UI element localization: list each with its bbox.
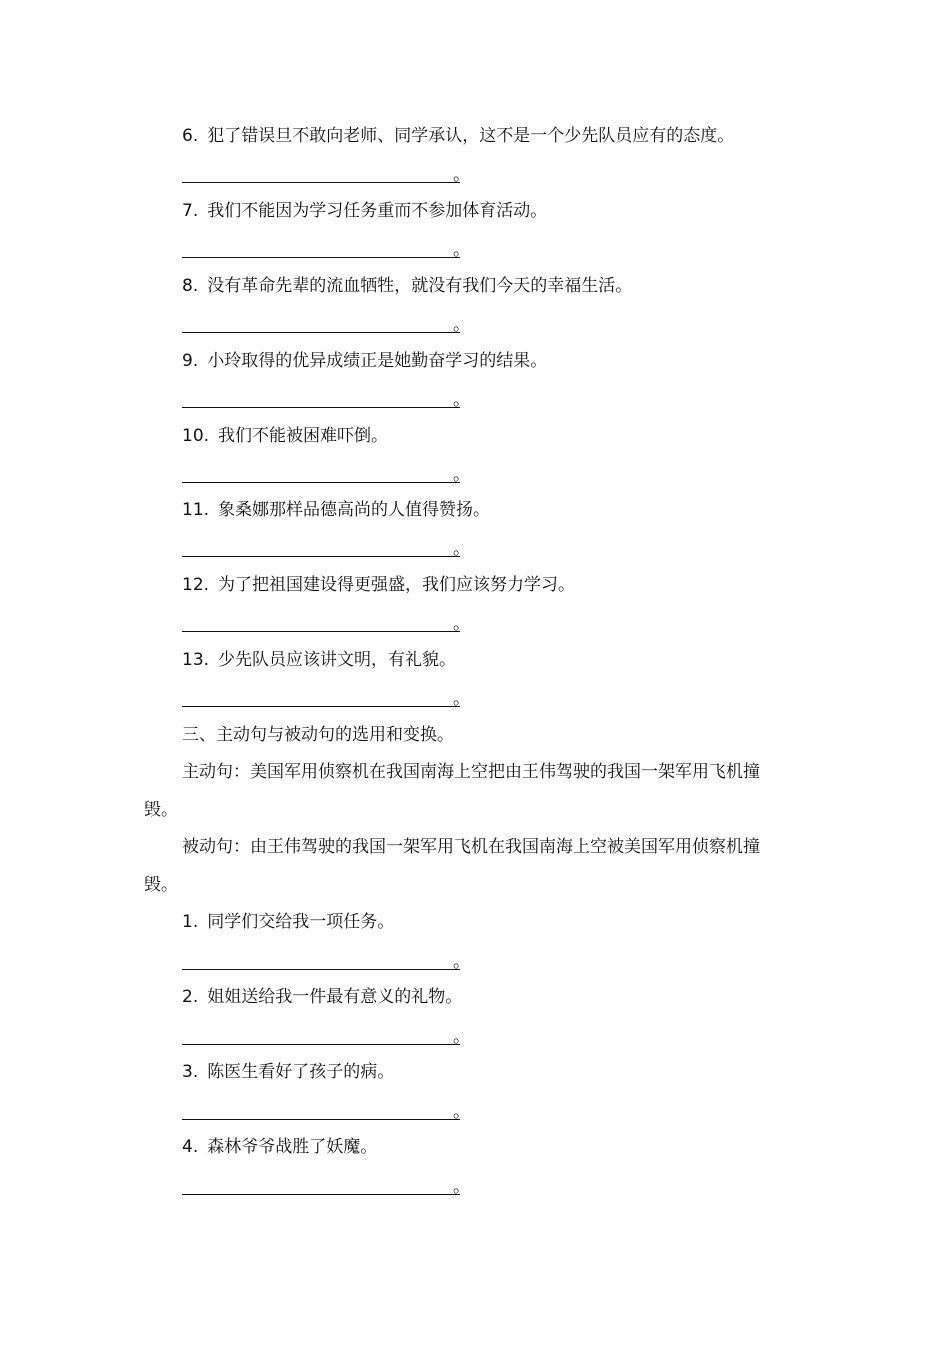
- example-passive-text: 被动句：由王伟驾驶的我国一架军用飞机在我国南海上空被美国军用侦察机撞毁。: [144, 837, 760, 895]
- answer-line: [182, 182, 460, 183]
- answer-blank-12[interactable]: [182, 612, 470, 636]
- question-text: 小玲取得的优异成绩正是她勤奋学习的结果。: [207, 351, 548, 371]
- answer-period: 。: [453, 315, 470, 335]
- section3-question-4: [182, 1135, 377, 1159]
- question-text: 我们不能被困难吓倒。: [218, 426, 389, 446]
- question-number: 12.: [182, 575, 210, 595]
- answer-blank-6[interactable]: [182, 163, 470, 187]
- section3-answer-blank-1[interactable]: [182, 950, 470, 974]
- answer-line: [182, 706, 460, 707]
- question-text: 森林爷爷战胜了妖魔。: [207, 1137, 378, 1157]
- question-number: 2.: [182, 987, 199, 1007]
- question-text: 少先队员应该讲文明，有礼貌。: [218, 650, 457, 670]
- question-9: [182, 349, 547, 373]
- section3-question-3: [182, 1060, 394, 1084]
- section3-answer-blank-3[interactable]: [182, 1100, 470, 1124]
- answer-line: [182, 407, 460, 408]
- answer-period: 。: [453, 465, 470, 485]
- answer-period: 。: [453, 165, 470, 185]
- question-number: 3.: [182, 1062, 199, 1082]
- question-10: [182, 424, 388, 448]
- answer-period: 。: [453, 1102, 470, 1122]
- section3-answer-blank-4[interactable]: [182, 1175, 470, 1199]
- answer-line: [182, 1044, 460, 1045]
- question-text: 姐姐送给我一件最有意义的礼物。: [207, 987, 463, 1007]
- question-number: 10.: [182, 426, 210, 446]
- question-number: 7.: [182, 201, 199, 221]
- question-number: 8.: [182, 276, 199, 296]
- question-text: 犯了错误旦不敢向老师、同学承认，这不是一个少先队员应有的态度。: [207, 126, 735, 146]
- answer-line: [182, 482, 460, 483]
- answer-period: 。: [453, 614, 470, 634]
- example-active-text: 主动句：美国军用侦察机在我国南海上空把由王伟驾驶的我国一架军用飞机撞毁。: [144, 762, 760, 820]
- question-number: 11.: [182, 500, 210, 520]
- example-passive-sentence: [144, 828, 784, 904]
- question-number: 1.: [182, 912, 199, 932]
- question-text: 陈医生看好了孩子的病。: [207, 1062, 395, 1082]
- section3-question-2: [182, 985, 462, 1009]
- answer-line: [182, 332, 460, 333]
- question-13: [182, 648, 456, 672]
- answer-period: 。: [453, 1027, 470, 1047]
- answer-line: [182, 631, 460, 632]
- answer-period: 。: [453, 1177, 470, 1197]
- answer-blank-13[interactable]: [182, 687, 470, 711]
- answer-blank-10[interactable]: [182, 463, 470, 487]
- answer-period: 。: [453, 390, 470, 410]
- answer-line: [182, 969, 460, 970]
- answer-blank-11[interactable]: [182, 537, 470, 561]
- answer-period: 。: [453, 689, 470, 709]
- answer-period: 。: [453, 952, 470, 972]
- answer-period: 。: [453, 539, 470, 559]
- question-text: 为了把祖国建设得更强盛，我们应该努力学习。: [218, 575, 576, 595]
- answer-blank-9[interactable]: [182, 388, 470, 412]
- answer-line: [182, 1119, 460, 1120]
- question-text: 同学们交给我一项任务。: [207, 912, 395, 932]
- section-heading: 三、主动句与被动句的选用和变换。: [182, 725, 454, 745]
- section3-answer-blank-2[interactable]: [182, 1025, 470, 1049]
- question-text: 我们不能因为学习任务重而不参加体育活动。: [207, 201, 548, 221]
- question-text: 没有革命先辈的流血牺牲，就没有我们今天的幸福生活。: [207, 276, 633, 296]
- answer-blank-8[interactable]: [182, 313, 470, 337]
- question-12: [182, 573, 575, 597]
- question-number: 13.: [182, 650, 210, 670]
- question-number: 9.: [182, 351, 199, 371]
- question-6: [182, 124, 734, 148]
- answer-blank-7[interactable]: [182, 238, 470, 262]
- section3-question-1: [182, 910, 394, 934]
- example-active-sentence: [144, 753, 784, 829]
- answer-line: [182, 556, 460, 557]
- question-11: [182, 498, 490, 522]
- question-text: 象桑娜那样品德高尚的人值得赞扬。: [218, 500, 491, 520]
- question-number: 4.: [182, 1137, 199, 1157]
- answer-period: 。: [453, 240, 470, 260]
- answer-line: [182, 257, 460, 258]
- question-7: [182, 199, 547, 223]
- question-8: [182, 274, 632, 298]
- question-number: 6.: [182, 126, 199, 146]
- answer-line: [182, 1194, 460, 1195]
